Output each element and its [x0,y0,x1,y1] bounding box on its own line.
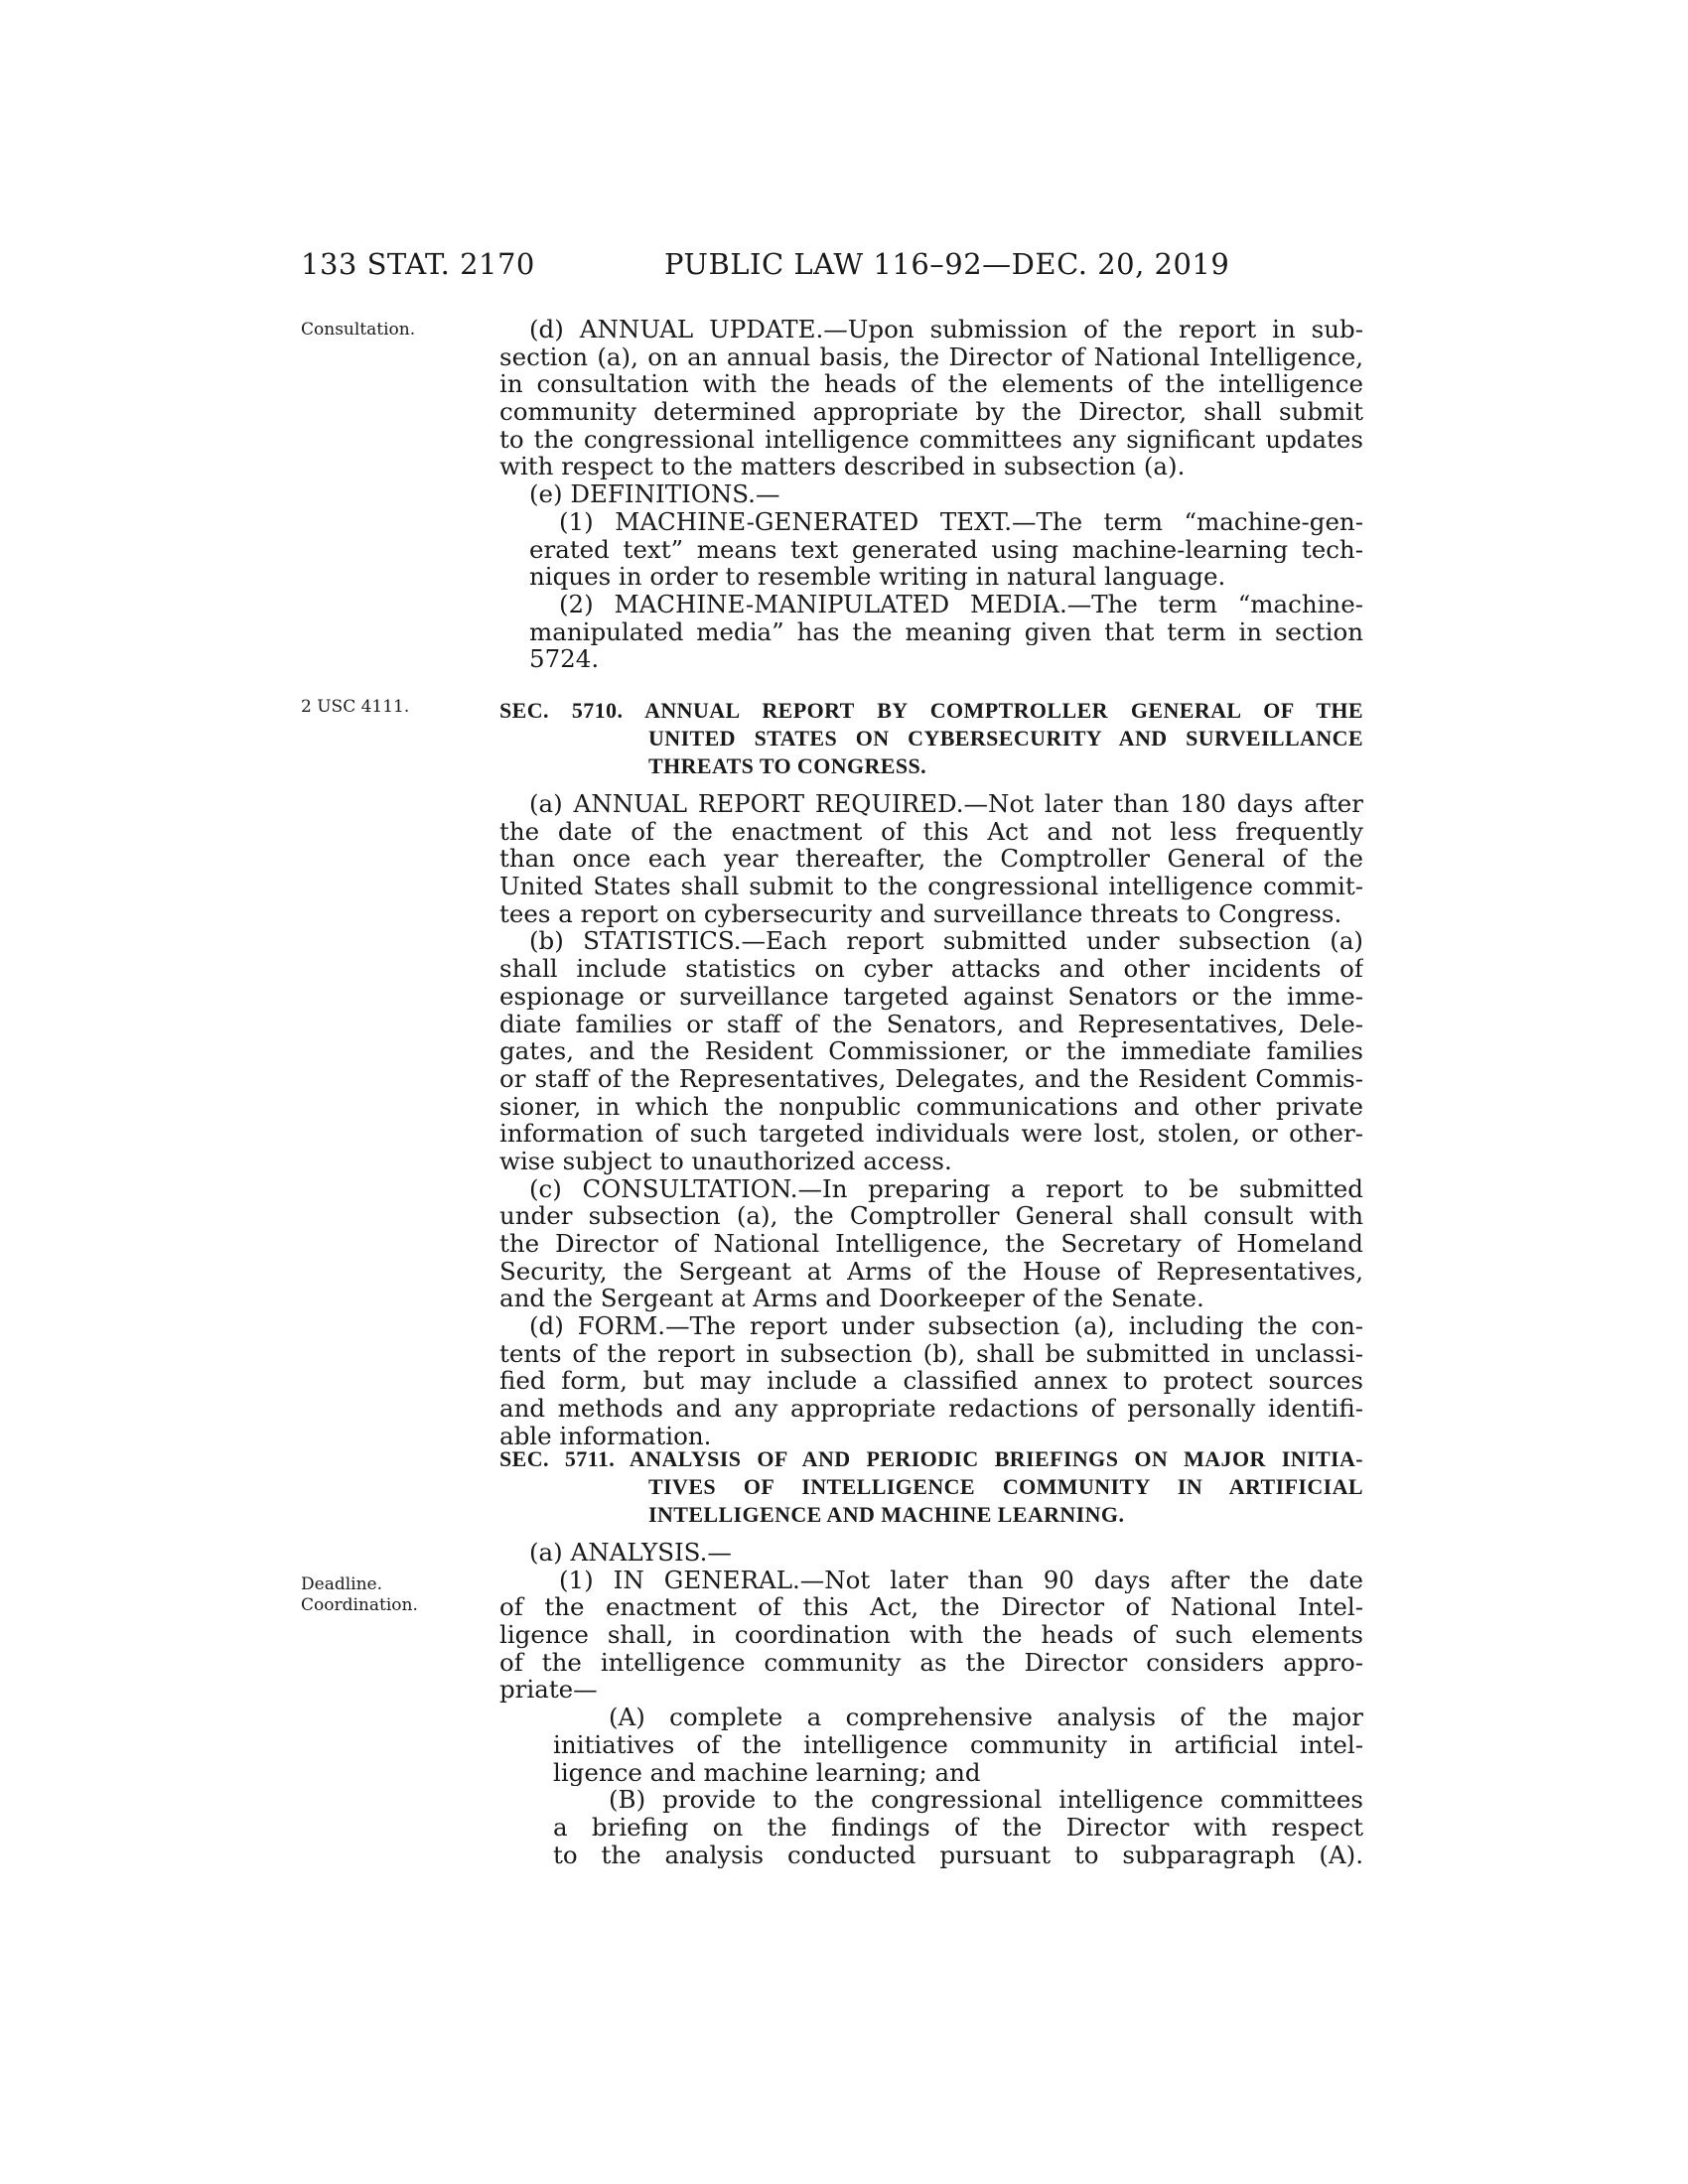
text-line: diate families or staff of the Senators, and Representatives, Dele- [499,1010,1363,1038]
heading-line: TIVES OF INTELLIGENCE COMMUNITY IN ARTIFICIAL [648,1474,1363,1499]
text-line: erated text” means text generated using machine-learning tech- [529,535,1363,564]
text-line: (d) FORM.—The report under subsection (a), including the con- [529,1312,1363,1340]
text-line: (1) IN GENERAL.—Not later than 90 days after the date [559,1566,1363,1594]
heading-line: UNITED STATES ON CYBERSECURITY AND SURVEILLANCE [648,726,1363,751]
text-line: (d) ANNUAL UPDATE.—Upon submission of the report in sub- [529,316,1363,343]
text-line: (c) CONSULTATION.—In preparing a report to be submitted [529,1174,1363,1203]
page-header [301,247,1363,287]
text-line: gates, and the Resident Commissioner, or the immediate families [499,1037,1363,1065]
sec-5710-heading [499,697,1363,780]
text-line: manipulated media” has the meaning given that term in section [529,617,1363,646]
text-line: the date of the enactment of this Act and not less frequently [499,817,1363,846]
text-line: wise subject to unauthorized access. [499,1147,952,1175]
margin-note-usc: 2 USC 4111. [301,697,410,717]
text-line: to the congressional intelligence committees any significant updates [499,425,1363,454]
margin-note-deadline: Deadline. [301,1574,382,1594]
text-line: section (a), on an annual basis, the Director of National Intelligence, [499,342,1363,371]
text-line: in consultation with the heads of the elements of the intelligence [499,370,1363,399]
text-line: and the Sergeant at Arms and Doorkeeper of the Senate. [499,1285,1204,1313]
text-line: (b) STATISTICS.—Each report submitted under subsection (a) [529,927,1363,956]
text-line: than once each year thereafter, the Comptroller General of the [499,845,1363,874]
text-line: (A) complete a comprehensive analysis of the major [609,1704,1363,1731]
heading-line: SEC. 5710. ANNUAL REPORT BY COMPTROLLER GENERAL OF THE [499,698,1363,723]
heading-line: THREATS TO CONGRESS. [648,753,927,778]
text-line: or staff of the Representatives, Delegates, and the Resident Commis- [499,1064,1363,1093]
text-line: of the enactment of this Act, the Director of National Intel- [499,1593,1363,1622]
margin-note-coordination: Coordination. [301,1595,418,1615]
text-line: Security, the Sergeant at Arms of the House of Representatives, [499,1257,1363,1286]
text-line: information of such targeted individuals were lost, stolen, or other- [499,1120,1363,1148]
text-line: fied form, but may include a classified annex to protect sources [499,1367,1363,1396]
sec-5711-heading [499,1445,1363,1529]
text-line: under subsection (a), the Comptroller General shall consult with [499,1202,1363,1230]
text-line: able information. [499,1422,712,1450]
text-line: (B) provide to the congressional intelligence committees [609,1786,1363,1814]
text-line: (a) ANNUAL REPORT REQUIRED.—Not later than 180 days after [529,790,1363,818]
heading-line: INTELLIGENCE AND MACHINE LEARNING. [648,1502,1125,1527]
text-line: tents of the report in subsection (b), shall be submitted in unclassi- [499,1339,1363,1368]
statute-page-number: 133 STAT. 2170 [301,247,535,281]
text-line: espionage or surveillance targeted against Senators or the imme- [499,982,1363,1011]
text-line: a briefing on the findings of the Director with respect [553,1813,1363,1842]
text-line: United States shall submit to the congressional intelligence commit- [499,873,1363,900]
analysis-heading: (a) ANALYSIS.— [529,1539,732,1567]
text-line: tees a report on cybersecurity and surveillance threats to Congress. [499,899,1342,928]
definitions-heading: (e) DEFINITIONS.— [529,480,780,508]
text-line: ligence shall, in coordination with the heads of such elements [499,1621,1363,1649]
annual-update-block [499,316,1363,673]
public-law-title: PUBLIC LAW 116–92—DEC. 20, 2019 [664,247,1230,281]
text-line: with respect to the matters described in subsection (a). [499,453,1186,481]
text-line: ligence and machine learning; and [553,1758,981,1787]
text-line: and methods and any appropriate redactions of personally identifi- [499,1395,1363,1423]
margin-note-consultation: Consultation. [301,320,416,340]
text-line: shall include statistics on cyber attacks and other incidents of [499,955,1363,983]
text-line: (2) MACHINE-MANIPULATED MEDIA.—The term “machine- [559,590,1363,618]
text-line: sioner, in which the nonpublic communications and other private [499,1092,1363,1121]
sec-5711-body [499,1539,1363,1868]
text-line: to the analysis conducted pursuant to subparagraph (A). [553,1841,1363,1869]
text-line: of the intelligence community as the Director considers appro- [499,1648,1363,1677]
sec-5710-body [499,790,1363,1450]
heading-line: SEC. 5711. ANALYSIS OF AND PERIODIC BRIEFINGS ON MAJOR INITIA- [499,1446,1363,1471]
text-line: (1) MACHINE-GENERATED TEXT.—The term “machine-gen- [559,507,1363,536]
text-line: initiatives of the intelligence community in artificial intel- [553,1730,1363,1759]
text-line: priate— [499,1676,598,1705]
text-line: 5724. [529,645,600,673]
text-line: the Director of National Intelligence, the Secretary of Homeland [499,1230,1363,1258]
text-line: niques in order to resemble writing in natural language. [529,563,1226,591]
text-line: community determined appropriate by the Director, shall submit [499,398,1363,426]
